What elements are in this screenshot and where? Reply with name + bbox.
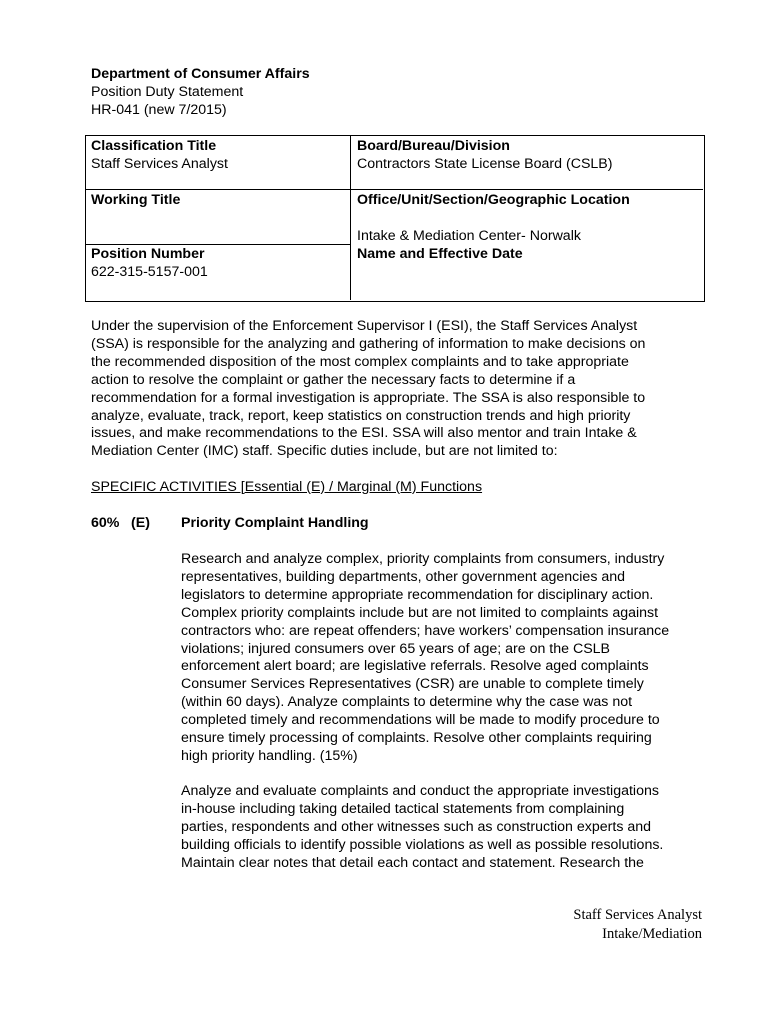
name-date-cell bbox=[357, 246, 523, 264]
page-footer bbox=[573, 906, 702, 944]
duty-line: in-house including taking detailed tactical statements from complaining bbox=[181, 800, 625, 817]
duty-line: legislators to determine appropriate recommendation for disciplinary action. bbox=[181, 586, 654, 603]
board-value: Contractors State License Board (CSLB) bbox=[357, 155, 613, 172]
duty-percent: 60% bbox=[91, 515, 120, 531]
board-cell bbox=[357, 138, 613, 174]
office-label: Office/Unit/Section/Geographic Location bbox=[357, 192, 630, 208]
duty-line: parties, respondents and other witnesses such as construction experts and bbox=[181, 818, 652, 835]
table-divider-row-2-left bbox=[85, 244, 350, 245]
duty-line: Research and analyze complex, priority complaints from consumers, industry bbox=[181, 551, 665, 567]
intro-line: (SSA) is responsible for the analyzing and gathering of information to make decisions on bbox=[91, 335, 646, 352]
duty-line: Consumer Services Representatives (CSR) are unable to complete timely bbox=[181, 676, 644, 693]
document-header bbox=[91, 66, 310, 120]
duty-line: enforcement alert board; are legislative referrals. Resolve aged complaints bbox=[181, 658, 649, 675]
name-date-label: Name and Effective Date bbox=[357, 246, 523, 262]
table-divider-row-1 bbox=[85, 189, 703, 190]
classification-cell bbox=[91, 138, 228, 174]
duty-line: Maintain clear notes that detail each contact and statement. Research the bbox=[181, 854, 644, 871]
form-number: HR-041 (new 7/2015) bbox=[91, 101, 227, 118]
office-value: Intake & Mediation Center- Norwalk bbox=[357, 227, 581, 244]
office-cell bbox=[357, 192, 630, 246]
duty-line: contractors who: are repeat offenders; have workers’ compensation insurance bbox=[181, 622, 670, 639]
position-number-label: Position Number bbox=[91, 246, 205, 262]
working-title-label: Working Title bbox=[91, 192, 181, 208]
footer-line-2: Intake/Mediation bbox=[602, 926, 702, 942]
intro-line: Under the supervision of the Enforcement Supervisor I (ESI), the Staff Services Analyst bbox=[91, 318, 638, 334]
duty-line: ensure timely processing of complaints. Resolve other complaints requiring bbox=[181, 730, 652, 747]
intro-line: recommendation for a formal investigation is appropriate. The SSA is also responsible to bbox=[91, 389, 646, 406]
duty-line: building officials to identify possible violations as well as possible resolutions. bbox=[181, 836, 664, 853]
duty-paragraph-2 bbox=[181, 783, 711, 873]
table-divider-vertical bbox=[350, 135, 351, 300]
intro-line: the recommended disposition of the most complex complaints and to take appropriate bbox=[91, 353, 629, 370]
document-title: Position Duty Statement bbox=[91, 83, 244, 100]
duty-code: (E) bbox=[131, 515, 150, 531]
duty-line: violations; injured consumers over 65 years of age; are on the CSLB bbox=[181, 640, 611, 657]
duty-line: Analyze and evaluate complaints and conduct the appropriate investigations bbox=[181, 783, 659, 799]
intro-line: analyze, evaluate, track, report, keep statistics on construction trends and high priority bbox=[91, 407, 631, 424]
position-number-cell bbox=[91, 246, 208, 282]
classification-label: Classification Title bbox=[91, 138, 217, 154]
duty-line: representatives, building departments, other government agencies and bbox=[181, 568, 626, 585]
intro-line: Mediation Center (IMC) staff. Specific duties include, but are not limited to: bbox=[91, 443, 558, 460]
classification-value: Staff Services Analyst bbox=[91, 155, 228, 172]
department-name: Department of Consumer Affairs bbox=[91, 66, 310, 82]
board-label: Board/Bureau/Division bbox=[357, 138, 510, 154]
intro-line: issues, and make recommendations to the ESI. SSA will also mentor and train Intake & bbox=[91, 425, 637, 442]
position-number-value: 622-315-5157-001 bbox=[91, 263, 208, 280]
duty-paragraph-1 bbox=[181, 551, 711, 766]
footer-line-1: Staff Services Analyst bbox=[573, 907, 702, 923]
activities-heading: SPECIFIC ACTIVITIES [Essential (E) / Marginal (M) Functions bbox=[91, 479, 483, 495]
working-title-cell bbox=[91, 192, 180, 210]
intro-paragraph bbox=[91, 318, 711, 461]
duty-line: high priority handling. (15%) bbox=[181, 747, 358, 764]
duty-line: Complex priority complaints include but are not limited to complaints against bbox=[181, 604, 659, 621]
duty-line: (within 60 days). Analyze complaints to determine why the case was not bbox=[181, 694, 633, 711]
intro-line: action to resolve the complaint or gather the necessary facts to determine if a bbox=[91, 371, 576, 388]
duty-title: Priority Complaint Handling bbox=[181, 515, 369, 531]
duty-line: completed timely and recommendations will be made to modify procedure to bbox=[181, 712, 660, 729]
